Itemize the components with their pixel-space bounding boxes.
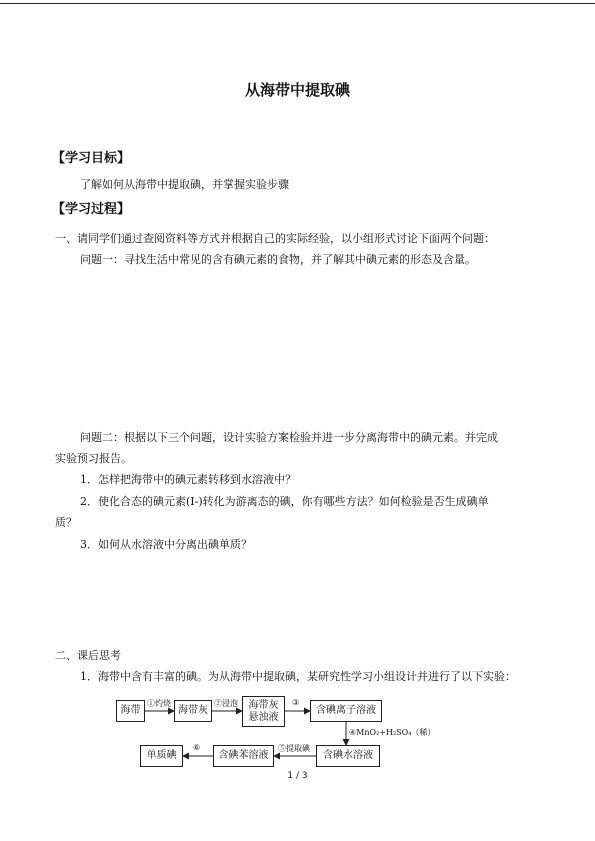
question-two-line1: 问题二：根据以下三个问题，设计实验方案检验并进一步分离海带中的碘元素。并完成 — [80, 431, 498, 444]
label-step2: ②浸泡 — [214, 699, 238, 708]
box-iodine-organic: 含碘苯溶液 — [213, 745, 274, 767]
box-elemental-iodine: 单质碘 — [140, 745, 183, 767]
sub-question-1: 1．怎样把海带中的碘元素转移到水溶液中？ — [80, 473, 296, 486]
sub-question-3: 3．如何从水溶液中分离出碘单质？ — [80, 538, 252, 551]
box-seaweed: 海带 — [116, 700, 145, 722]
part1-intro: 一、请同学们通过查阅资料等方式并根据自己的实际经验，以小组形式讨论下面两个问题： — [55, 232, 495, 245]
objectives-heading: 【学习目标】 — [52, 151, 131, 166]
question-one: 问题一：寻找生活中常见的含有碘元素的食物，并了解其中碘元素的形态及含量。 — [80, 253, 476, 266]
reflection-item-1: 1．海带中含有丰富的碘。为从海带中提取碘，某研究性学习小组设计并进行了以下实验： — [80, 670, 516, 683]
box-iodine-water: 含碘水溶液 — [316, 745, 380, 767]
header-rule — [0, 3, 595, 4]
sub-question-2-line2: 质？ — [55, 516, 77, 529]
objectives-text: 了解如何从海带中提取碘，并掌握实验步骤 — [80, 178, 289, 191]
label-step6: ⑥ — [193, 743, 201, 752]
box-seaweed-ash: 海带灰 — [174, 700, 212, 722]
box-ash-suspension-line1: 海带灰 — [248, 699, 279, 711]
sub-question-2-line1: 2．使化合态的碘元素(I-)转化为游离态的碘，你有哪些方法？如何检验是否生成碘单 — [80, 495, 489, 508]
page-title: 从海带中提取碘 — [244, 81, 350, 99]
question-two-line2: 实验预习报告。 — [55, 452, 132, 465]
process-heading: 【学习过程】 — [52, 202, 131, 217]
label-step4: ④MnO₂+H₂SO₄（稀） — [349, 728, 436, 737]
label-step3: ③ — [292, 698, 300, 707]
box-iodide-solution: 含碘离子溶液 — [310, 700, 382, 722]
reflection-heading: 二、课后思考 — [55, 649, 121, 662]
box-ash-suspension — [242, 696, 285, 727]
label-step5: ⑤提取碘 — [278, 744, 310, 753]
box-ash-suspension-line2: 悬浊液 — [248, 711, 279, 723]
page-number: 1 / 3 — [287, 771, 308, 781]
label-step1: ①灼烧 — [147, 699, 171, 708]
